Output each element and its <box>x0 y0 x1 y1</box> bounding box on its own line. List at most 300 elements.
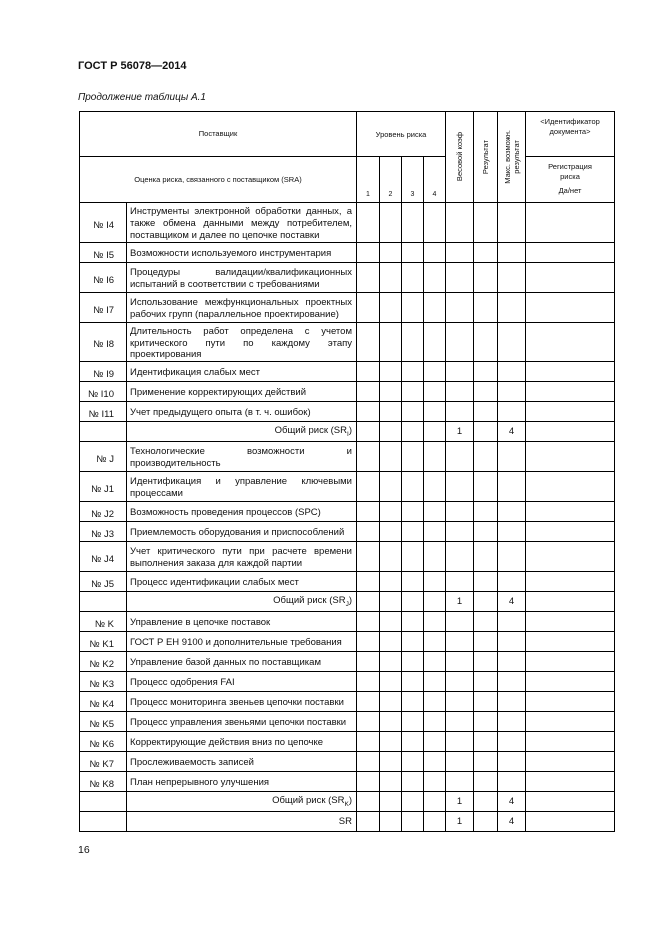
max-result-cell[interactable] <box>498 572 526 592</box>
registration-cell[interactable] <box>526 502 615 522</box>
table-row <box>80 652 615 672</box>
risk-level-cell[interactable] <box>380 422 402 442</box>
table-row <box>80 572 615 592</box>
weight-cell[interactable] <box>446 772 474 792</box>
risk-level-cell[interactable] <box>357 522 380 542</box>
result-cell[interactable] <box>474 263 498 293</box>
row-code: № K <box>80 612 127 632</box>
risk-level-cell[interactable] <box>424 772 446 792</box>
weight-cell[interactable] <box>446 692 474 712</box>
row-description: Возможности используемого инструментария <box>127 243 357 263</box>
registration-cell[interactable] <box>526 612 615 632</box>
row-code: № K2 <box>80 652 127 672</box>
max-result-cell[interactable] <box>498 263 526 293</box>
table-row <box>80 402 615 422</box>
row-code: № I7 <box>80 293 127 323</box>
row-code: № K6 <box>80 732 127 752</box>
risk-level-cell[interactable] <box>402 402 424 422</box>
risk-level-cell[interactable] <box>402 752 424 772</box>
registration-cell[interactable] <box>526 652 615 672</box>
total-row <box>80 812 615 832</box>
risk-level-cell[interactable] <box>402 712 424 732</box>
risk-level-cell[interactable] <box>424 382 446 402</box>
risk-level-cell[interactable] <box>424 632 446 652</box>
table-row <box>80 712 615 732</box>
risk-level-cell[interactable] <box>424 592 446 612</box>
risk-level-cell[interactable] <box>424 672 446 692</box>
row-description: Прослеживаемость записей <box>127 752 357 772</box>
total-row <box>80 792 615 812</box>
registration-cell[interactable] <box>526 672 615 692</box>
registration-cell[interactable] <box>526 293 615 323</box>
risk-level-cell[interactable] <box>357 542 380 572</box>
risk-level-cell[interactable] <box>357 712 380 732</box>
max-result-cell[interactable] <box>498 502 526 522</box>
risk-level-cell[interactable] <box>402 652 424 672</box>
risk-level-cell[interactable] <box>424 402 446 422</box>
weight-cell: 1 <box>446 422 474 442</box>
risk-level-cell[interactable] <box>424 243 446 263</box>
risk-level-cell[interactable] <box>380 652 402 672</box>
table-row <box>80 502 615 522</box>
risk-level-cell[interactable] <box>424 712 446 732</box>
risk-level-cell[interactable] <box>357 243 380 263</box>
risk-level-cell[interactable] <box>380 732 402 752</box>
row-code: № J1 <box>80 472 127 502</box>
risk-level-cell[interactable] <box>402 263 424 293</box>
risk-level-cell[interactable] <box>380 203 402 243</box>
total-label: Общий риск $(SR_I)$ <box>127 422 357 442</box>
table-row <box>80 522 615 542</box>
risk-level-cell[interactable] <box>424 542 446 572</box>
row-description: Управление базой данных по поставщикам <box>127 652 357 672</box>
risk-level-cell[interactable] <box>402 542 424 572</box>
risk-level-cell[interactable] <box>424 203 446 243</box>
risk-level-cell[interactable] <box>380 712 402 732</box>
max-result-cell[interactable] <box>498 542 526 572</box>
risk-level-cell[interactable] <box>424 472 446 502</box>
max-result-cell[interactable] <box>498 323 526 362</box>
risk-level-cell[interactable] <box>424 502 446 522</box>
result-cell[interactable] <box>474 772 498 792</box>
max-result-cell[interactable] <box>498 712 526 732</box>
result-cell[interactable] <box>474 293 498 323</box>
risk-level-cell[interactable] <box>357 402 380 422</box>
row-description: План непрерывного улучшения <box>127 772 357 792</box>
result-cell[interactable] <box>474 792 498 812</box>
risk-level-cell[interactable] <box>424 752 446 772</box>
table-row <box>80 323 615 362</box>
total-label: Общий риск $(SR_J)$ <box>127 592 357 612</box>
risk-level-cell[interactable] <box>380 382 402 402</box>
risk-level-cell[interactable] <box>380 672 402 692</box>
table-row <box>80 612 615 632</box>
max-result-cell[interactable] <box>498 632 526 652</box>
risk-level-cell[interactable] <box>357 752 380 772</box>
risk-level-cell[interactable] <box>424 812 446 832</box>
table-row <box>80 293 615 323</box>
risk-level-cell[interactable] <box>357 692 380 712</box>
result-cell[interactable] <box>474 712 498 732</box>
registration-cell[interactable] <box>526 732 615 752</box>
risk-level-cell[interactable] <box>380 243 402 263</box>
weight-cell[interactable] <box>446 203 474 243</box>
result-cell[interactable] <box>474 692 498 712</box>
total-label: Общий риск $(SR_K)$ <box>127 792 357 812</box>
table-row <box>80 243 615 263</box>
registration-cell[interactable] <box>526 442 615 472</box>
risk-level-cell[interactable] <box>402 522 424 542</box>
risk-level-cell[interactable] <box>402 672 424 692</box>
max-result-cell[interactable] <box>498 672 526 692</box>
risk-level-cell[interactable] <box>380 772 402 792</box>
row-description: Учет предыдущего опыта (в т. ч. ошибок) <box>127 402 357 422</box>
risk-level-cell[interactable] <box>424 732 446 752</box>
result-cell[interactable] <box>474 442 498 472</box>
result-cell[interactable] <box>474 752 498 772</box>
registration-cell[interactable] <box>526 792 615 812</box>
row-code: № K1 <box>80 632 127 652</box>
risk-level-cell[interactable] <box>424 263 446 293</box>
risk-level-cell[interactable] <box>402 612 424 632</box>
weight-cell[interactable] <box>446 442 474 472</box>
row-description: Процесс идентификации слабых мест <box>127 572 357 592</box>
max-result-cell[interactable] <box>498 772 526 792</box>
risk-level-cell[interactable] <box>380 632 402 652</box>
risk-level-cell[interactable] <box>424 323 446 362</box>
registration-cell[interactable] <box>526 752 615 772</box>
row-description: Корректирующие действия вниз по цепочке <box>127 732 357 752</box>
weight-cell[interactable] <box>446 402 474 422</box>
weight-cell[interactable] <box>446 243 474 263</box>
risk-level-cell[interactable] <box>380 263 402 293</box>
registration-cell[interactable] <box>526 203 615 243</box>
table-row <box>80 672 615 692</box>
weight-cell[interactable] <box>446 572 474 592</box>
row-code: № I8 <box>80 323 127 362</box>
risk-level-cell[interactable] <box>402 472 424 502</box>
weight-cell[interactable] <box>446 522 474 542</box>
risk-level-cell[interactable] <box>357 263 380 293</box>
registration-cell[interactable] <box>526 712 615 732</box>
risk-level-cell[interactable] <box>402 243 424 263</box>
risk-level-cell[interactable] <box>402 502 424 522</box>
weight-cell[interactable] <box>446 382 474 402</box>
risk-level-cell[interactable] <box>402 382 424 402</box>
risk-level-cell[interactable] <box>424 572 446 592</box>
risk-level-cell[interactable] <box>357 792 380 812</box>
header-level-1: 1 <box>357 157 380 203</box>
result-cell[interactable] <box>474 402 498 422</box>
result-cell[interactable] <box>474 592 498 612</box>
registration-cell[interactable] <box>526 472 615 502</box>
total-row <box>80 592 615 612</box>
header-level-2: 2 <box>380 157 402 203</box>
row-description: Технологические возможности и производительность <box>127 442 357 472</box>
max-result-cell[interactable] <box>498 752 526 772</box>
risk-level-cell[interactable] <box>357 362 380 382</box>
row-code: № I10 <box>80 382 127 402</box>
risk-level-cell[interactable] <box>380 402 402 422</box>
total-label: SR <box>127 812 357 832</box>
document-title: ГОСТ Р 56078—2014 <box>78 60 187 72</box>
risk-level-cell[interactable] <box>380 612 402 632</box>
header-max-result: Макс. возможн. результат <box>498 112 526 203</box>
weight-cell[interactable] <box>446 362 474 382</box>
row-description: Идентификация слабых мест <box>127 362 357 382</box>
registration-cell[interactable] <box>526 402 615 422</box>
table-row <box>80 203 615 243</box>
table-row <box>80 752 615 772</box>
row-code: № J2 <box>80 502 127 522</box>
weight-cell[interactable] <box>446 732 474 752</box>
risk-level-cell[interactable] <box>402 772 424 792</box>
risk-level-cell[interactable] <box>402 792 424 812</box>
max-result-cell[interactable] <box>498 612 526 632</box>
result-cell[interactable] <box>474 572 498 592</box>
row-description: ГОСТ Р ЕН 9100 и дополнительные требования <box>127 632 357 652</box>
risk-level-cell[interactable] <box>357 323 380 362</box>
max-result-cell: 4 <box>498 592 526 612</box>
result-cell[interactable] <box>474 522 498 542</box>
weight-cell[interactable] <box>446 542 474 572</box>
risk-level-cell[interactable] <box>357 572 380 592</box>
table-body <box>80 203 615 832</box>
risk-level-cell[interactable] <box>402 732 424 752</box>
risk-level-cell[interactable] <box>380 812 402 832</box>
empty-cell[interactable] <box>80 422 127 442</box>
result-cell[interactable] <box>474 812 498 832</box>
risk-level-cell[interactable] <box>380 522 402 542</box>
result-cell[interactable] <box>474 542 498 572</box>
risk-level-cell[interactable] <box>357 732 380 752</box>
risk-level-cell[interactable] <box>380 692 402 712</box>
risk-level-cell[interactable] <box>357 382 380 402</box>
risk-level-cell[interactable] <box>402 572 424 592</box>
risk-level-cell[interactable] <box>357 652 380 672</box>
risk-level-cell[interactable] <box>402 293 424 323</box>
row-code: № I11 <box>80 402 127 422</box>
weight-cell[interactable] <box>446 263 474 293</box>
row-description: Процесс управления звеньями цепочки поставки <box>127 712 357 732</box>
row-description: Возможность проведения процессов (SPC) <box>127 502 357 522</box>
registration-cell[interactable] <box>526 522 615 542</box>
registration-cell[interactable] <box>526 812 615 832</box>
risk-level-cell[interactable] <box>357 442 380 472</box>
table-row <box>80 732 615 752</box>
result-cell[interactable] <box>474 243 498 263</box>
max-result-cell[interactable] <box>498 692 526 712</box>
result-cell[interactable] <box>474 612 498 632</box>
registration-cell[interactable] <box>526 362 615 382</box>
risk-level-cell[interactable] <box>402 812 424 832</box>
risk-level-cell[interactable] <box>357 612 380 632</box>
risk-assessment-table <box>79 111 615 832</box>
registration-cell[interactable] <box>526 323 615 362</box>
header-risk-level: Уровень риска <box>357 112 446 157</box>
risk-level-cell[interactable] <box>424 792 446 812</box>
page-number: 16 <box>78 844 90 856</box>
risk-level-cell[interactable] <box>357 472 380 502</box>
risk-level-cell[interactable] <box>357 632 380 652</box>
risk-level-cell[interactable] <box>380 572 402 592</box>
header-supplier: Поставщик <box>80 112 357 157</box>
row-code: № K3 <box>80 672 127 692</box>
row-description: Длительность работ определена с учетом критического пути по каждому этапу проектирования <box>127 323 357 362</box>
table-caption: Продолжение таблицы А.1 <box>78 92 206 103</box>
risk-level-cell[interactable] <box>380 502 402 522</box>
result-cell[interactable] <box>474 472 498 502</box>
risk-level-cell[interactable] <box>424 522 446 542</box>
row-description: Учет критического пути при расчете времени выполнения заказа для каждой партии <box>127 542 357 572</box>
weight-cell[interactable] <box>446 652 474 672</box>
result-cell[interactable] <box>474 672 498 692</box>
result-cell[interactable] <box>474 362 498 382</box>
registration-cell[interactable] <box>526 772 615 792</box>
result-cell[interactable] <box>474 422 498 442</box>
max-result-cell[interactable] <box>498 293 526 323</box>
max-result-cell[interactable] <box>498 472 526 502</box>
empty-cell[interactable] <box>80 812 127 832</box>
registration-cell[interactable] <box>526 382 615 402</box>
result-cell[interactable] <box>474 632 498 652</box>
result-cell[interactable] <box>474 203 498 243</box>
risk-level-cell[interactable] <box>424 442 446 472</box>
header-level-4: 4 <box>424 157 446 203</box>
weight-cell: 1 <box>446 792 474 812</box>
risk-level-cell[interactable] <box>357 293 380 323</box>
weight-cell: 1 <box>446 592 474 612</box>
max-result-cell[interactable] <box>498 442 526 472</box>
registration-cell[interactable] <box>526 692 615 712</box>
risk-level-cell[interactable] <box>357 502 380 522</box>
table-row <box>80 692 615 712</box>
row-code: № K4 <box>80 692 127 712</box>
risk-level-cell[interactable] <box>402 203 424 243</box>
max-result-cell: 4 <box>498 812 526 832</box>
header-document-id: <Идентификатор документа> <box>526 112 615 157</box>
risk-level-cell[interactable] <box>424 422 446 442</box>
total-row <box>80 422 615 442</box>
max-result-cell[interactable] <box>498 243 526 263</box>
row-code: № I5 <box>80 243 127 263</box>
max-result-cell[interactable] <box>498 362 526 382</box>
header-level-3: 3 <box>402 157 424 203</box>
risk-level-cell[interactable] <box>402 442 424 472</box>
header-weight: Весовой коэф <box>446 112 474 203</box>
risk-level-cell[interactable] <box>380 323 402 362</box>
weight-cell[interactable] <box>446 502 474 522</box>
risk-level-cell[interactable] <box>357 203 380 243</box>
header-assessment: Оценка риска, связанного с поставщиком (SRA) <box>80 157 357 203</box>
row-code: № K5 <box>80 712 127 732</box>
weight-cell[interactable] <box>446 293 474 323</box>
weight-cell[interactable] <box>446 672 474 692</box>
risk-level-cell[interactable] <box>380 293 402 323</box>
table-row <box>80 632 615 652</box>
registration-cell[interactable] <box>526 422 615 442</box>
row-code: № K7 <box>80 752 127 772</box>
registration-cell[interactable] <box>526 592 615 612</box>
registration-cell[interactable] <box>526 243 615 263</box>
max-result-cell[interactable] <box>498 732 526 752</box>
max-result-cell[interactable] <box>498 203 526 243</box>
risk-level-cell[interactable] <box>424 362 446 382</box>
row-description: Процедуры валидации/квалификационных испытаний в соответствии с требованиями <box>127 263 357 293</box>
risk-level-cell[interactable] <box>380 472 402 502</box>
risk-level-cell[interactable] <box>380 542 402 572</box>
risk-level-cell[interactable] <box>424 692 446 712</box>
row-description: Применение корректирующих действий <box>127 382 357 402</box>
risk-level-cell[interactable] <box>380 592 402 612</box>
risk-level-cell[interactable] <box>380 792 402 812</box>
risk-level-cell[interactable] <box>357 672 380 692</box>
row-description: Инструменты электронной обработки данных, а также обмена данными между потребителем, поставщиком и далее по цепочке поставки <box>127 203 357 243</box>
result-cell[interactable] <box>474 382 498 402</box>
registration-cell[interactable] <box>526 632 615 652</box>
max-result-cell[interactable] <box>498 522 526 542</box>
empty-cell[interactable] <box>80 792 127 812</box>
row-code: № I6 <box>80 263 127 293</box>
max-result-cell: 4 <box>498 422 526 442</box>
weight-cell[interactable] <box>446 752 474 772</box>
result-cell[interactable] <box>474 323 498 362</box>
risk-level-cell[interactable] <box>357 422 380 442</box>
result-cell[interactable] <box>474 502 498 522</box>
max-result-cell[interactable] <box>498 382 526 402</box>
risk-level-cell[interactable] <box>402 692 424 712</box>
empty-cell[interactable] <box>80 592 127 612</box>
row-description: Процесс одобрения FAI <box>127 672 357 692</box>
risk-level-cell[interactable] <box>357 592 380 612</box>
registration-cell[interactable] <box>526 542 615 572</box>
weight-cell[interactable] <box>446 612 474 632</box>
result-cell[interactable] <box>474 652 498 672</box>
registration-cell[interactable] <box>526 263 615 293</box>
weight-cell[interactable] <box>446 712 474 732</box>
weight-cell[interactable] <box>446 632 474 652</box>
weight-cell[interactable] <box>446 323 474 362</box>
header-registration: Регистрация риска Да/нет <box>526 157 615 203</box>
table-row <box>80 772 615 792</box>
row-description: Управление в цепочке поставок <box>127 612 357 632</box>
risk-level-cell[interactable] <box>402 632 424 652</box>
registration-cell[interactable] <box>526 572 615 592</box>
max-result-cell[interactable] <box>498 402 526 422</box>
risk-level-cell[interactable] <box>402 592 424 612</box>
table-row <box>80 263 615 293</box>
row-code: № I4 <box>80 203 127 243</box>
max-result-cell[interactable] <box>498 652 526 672</box>
risk-level-cell[interactable] <box>380 752 402 772</box>
table-row <box>80 442 615 472</box>
risk-level-cell[interactable] <box>357 812 380 832</box>
risk-level-cell[interactable] <box>424 612 446 632</box>
row-code: № I9 <box>80 362 127 382</box>
table-row <box>80 362 615 382</box>
weight-cell[interactable] <box>446 472 474 502</box>
risk-level-cell[interactable] <box>357 772 380 792</box>
risk-level-cell[interactable] <box>380 362 402 382</box>
risk-level-cell[interactable] <box>424 293 446 323</box>
risk-level-cell[interactable] <box>380 442 402 472</box>
row-code: № J4 <box>80 542 127 572</box>
risk-level-cell[interactable] <box>402 422 424 442</box>
risk-level-cell[interactable] <box>402 362 424 382</box>
risk-level-cell[interactable] <box>424 652 446 672</box>
result-cell[interactable] <box>474 732 498 752</box>
risk-level-cell[interactable] <box>402 323 424 362</box>
